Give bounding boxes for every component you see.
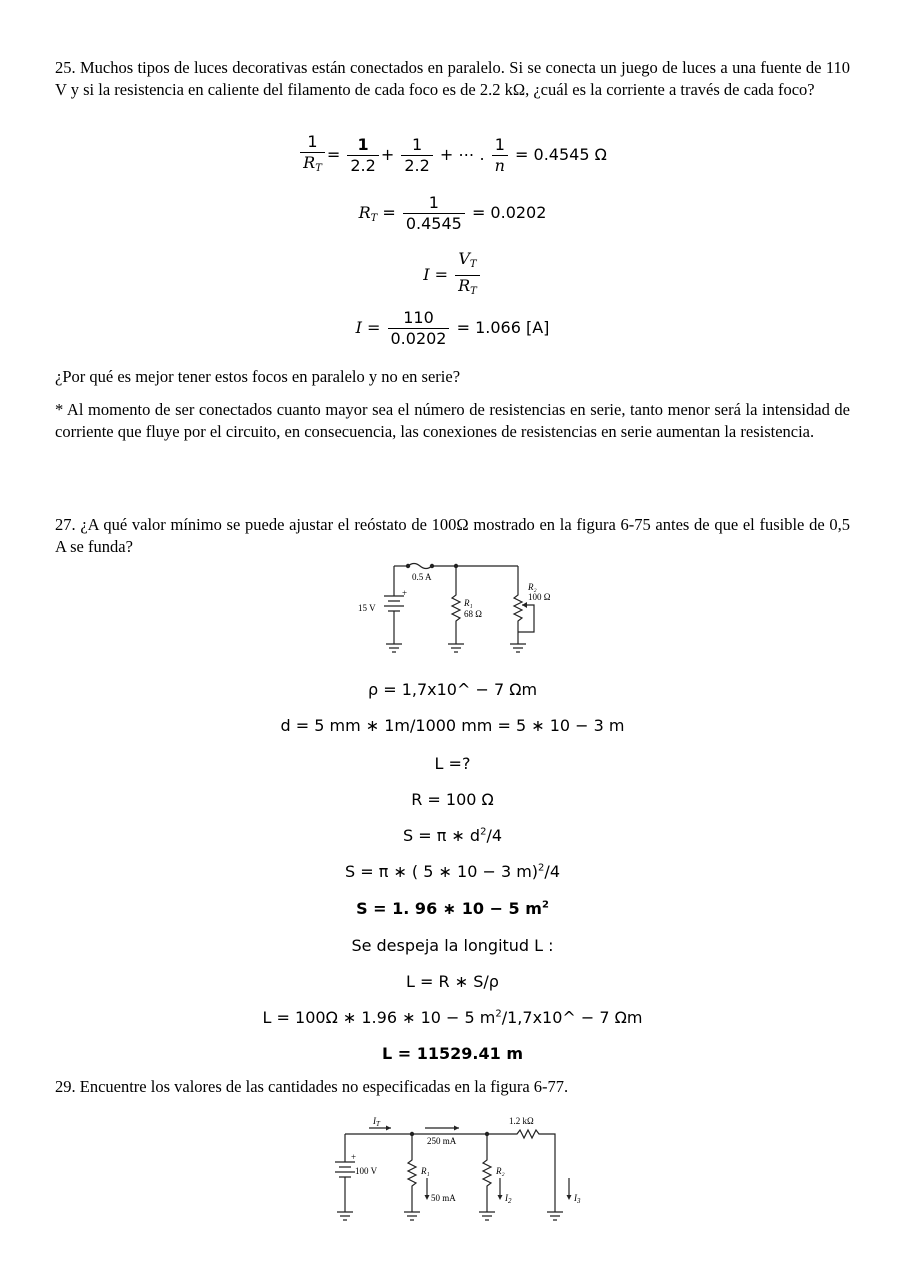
q25-eq4: I = $\frac{110}{0.0202}$ = 1.066 [A] [355, 308, 550, 348]
q25-answer: * Al momento de ser conectados cuanto mayor sea el número de resistencias en serie, tanto menor será la intensidad de corriente que fluye por el circuito, en consecuencia, las conexiones de resistencias en serie aumentan la resistencia. [55, 400, 850, 441]
q29-text: 29. Encuentre los valores de las cantidades no especificadas en la figura 6-77. [55, 1077, 569, 1096]
r2-name: R₂ [528, 582, 537, 592]
i3-label: $I_3$ [574, 1193, 581, 1205]
q25-eq2: $R_T$ = $\frac{1}{0.4545}$ = 0.0202 [358, 193, 547, 233]
q25-eq1: $\frac{1}{R_T}$ = $\frac{1}{2.2}$ + $\frac{1}{2.2}$ + ⋯ . $\frac{1}{n}$ = 0.4545 Ω [0, 132, 905, 179]
circuit-figure-6-75 [350, 560, 570, 660]
q27-line-R: R = 100 Ω [411, 790, 494, 809]
r1-name: R₁ [464, 598, 473, 608]
q27-line-S1: S = π ∗ $d^2/4$ [402, 826, 503, 845]
q27-text: 27. ¿A qué valor mínimo se puede ajustar el reóstato de 100Ω mostrado en la figura 6-75 antes de que el fusible de 0,5 A se funda? [55, 515, 850, 556]
fuse-label: 0.5 A [412, 572, 432, 582]
i250-label: 250 mA [427, 1136, 457, 1146]
q27-line-L-question: L =? [434, 754, 471, 773]
r2-value: 100 Ω [528, 592, 551, 602]
q25-eq3: I = $\frac{V_T}{R_T}$ [0, 249, 905, 302]
v100-label: 100 V [355, 1166, 378, 1176]
it-label: $I_T$ [373, 1116, 380, 1128]
q27-line-L-formula: L = R ∗ S/ρ [406, 972, 499, 991]
i2-label: $I_2$ [505, 1193, 512, 1205]
q25-question: ¿Por qué es mejor tener estos focos en paralelo y no en serie? [55, 367, 461, 386]
svg-text:+: + [402, 588, 408, 598]
svg-text:+: + [351, 1152, 357, 1162]
q25-text: 25. Muchos tipos de luces decorativas están conectados en paralelo. Si se conecta un juego de luces a una fuente de 110 V y si la resistencia en caliente del filamento de cada foco es de 2.2 kΩ, ¿cuál es la corriente a través de cada foco? [55, 58, 850, 99]
q27-line-d: d = 5 mm ∗ 1m/1000 mm = 5 ∗ 10 − 3 m [280, 716, 625, 735]
r1-name-29: R₁ [421, 1166, 430, 1176]
q27-line-S2: S = π ∗ ( 5 ∗ 10 − 3 m)$^2$/4 [344, 862, 560, 881]
source-label: 15 V [358, 603, 376, 613]
q27-line-rho: ρ = 1,7x10^ − 7 Ωm [367, 680, 538, 699]
q27-line-S3: S = 1. 96 ∗ 10 − 5 $m^2$ [356, 899, 549, 918]
q27-line-L-sub: L = 100Ω ∗ 1.96 ∗ 10 − 5 $m^2/1,7x10\^{} - 7$ Ωm [262, 1008, 643, 1027]
circuit-figure-6-77 [325, 1112, 595, 1224]
r-top-label: 1.2 kΩ [509, 1116, 534, 1126]
q27-line-despeja: Se despeja la longitud L : [351, 936, 554, 955]
q27-line-L-result: L = 11529.41 m [382, 1044, 523, 1063]
r2-name-29: R₂ [496, 1166, 505, 1176]
i50-label: 50 mA [431, 1193, 456, 1203]
r1-value: 68 Ω [464, 609, 482, 619]
